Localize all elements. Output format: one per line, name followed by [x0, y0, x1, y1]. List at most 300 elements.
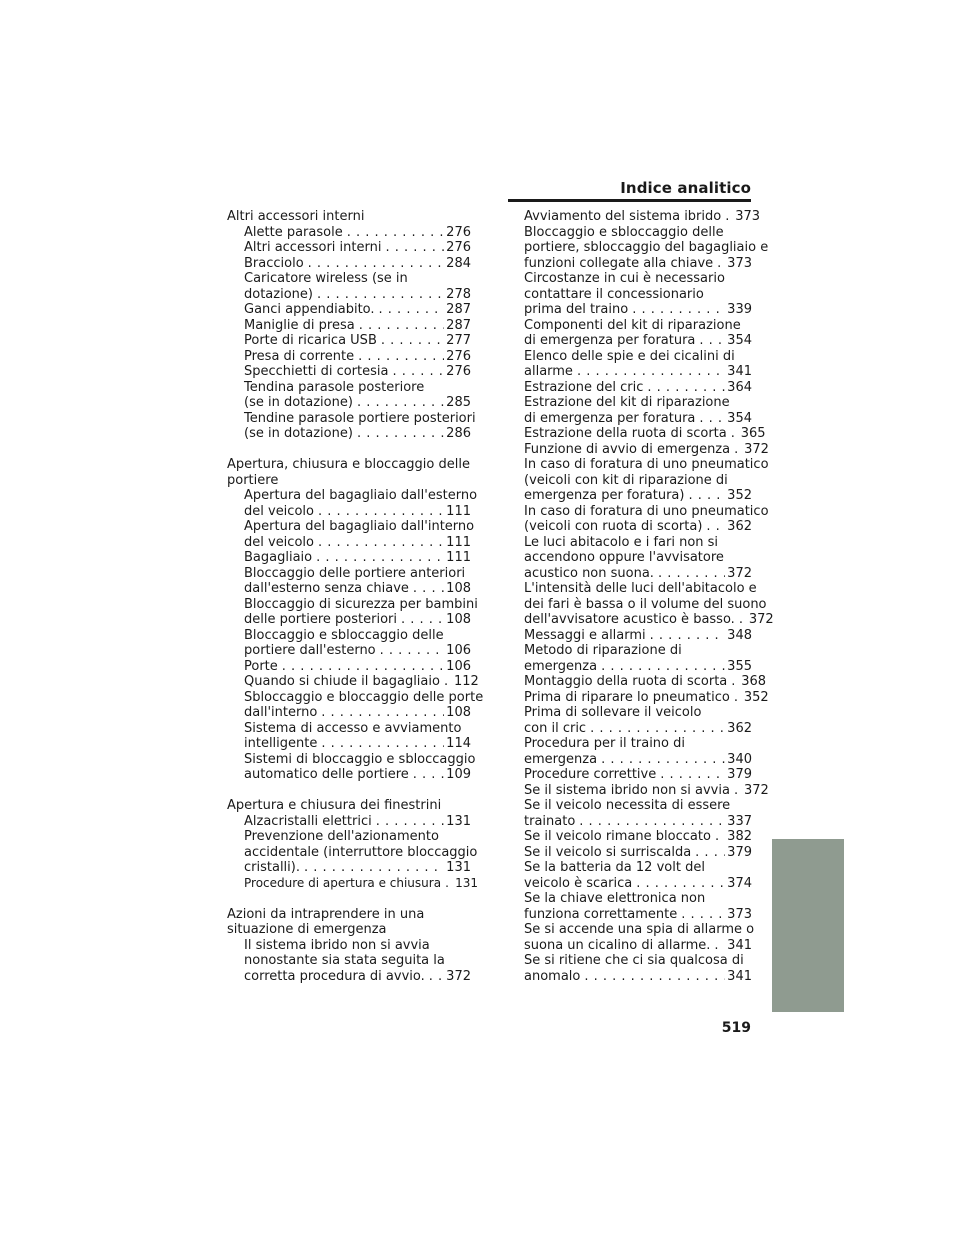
dot-leader — [441, 876, 453, 892]
page-reference[interactable]: 276 — [446, 364, 471, 379]
dot-leader — [727, 674, 739, 690]
entry-last-line — [524, 752, 752, 768]
dot-leader — [597, 752, 725, 768]
dot-leader — [695, 411, 725, 427]
index-subentry — [524, 503, 769, 535]
index-subentry — [244, 814, 471, 830]
page-reference[interactable]: 106 — [446, 658, 471, 674]
dot-leader — [727, 426, 739, 442]
entry-last-line — [244, 643, 471, 659]
page-reference[interactable]: 373 — [735, 209, 761, 224]
entry-text-line: (se in dotazione) — [244, 395, 353, 410]
dot-leader — [597, 659, 725, 675]
entry-last-line — [244, 659, 471, 675]
dot-leader — [304, 256, 445, 272]
dot-leader — [628, 302, 725, 318]
entry-text-line: emergenza — [524, 751, 598, 767]
entry-last-line — [244, 302, 471, 318]
dot-leader — [586, 721, 725, 737]
entry-text-line: Avviamento del sistema ibrido — [524, 209, 722, 224]
entry-last-line — [244, 364, 471, 380]
index-subentry — [524, 628, 752, 644]
index-subentry — [524, 457, 769, 504]
page-reference[interactable]: 373 — [727, 255, 752, 271]
entry-text-line: L'intensità delle luci dell'abitacolo e — [524, 581, 757, 596]
entry-text-line: emergenza per foratura) — [524, 488, 685, 503]
page-reference[interactable]: 362 — [727, 720, 752, 736]
dot-leader — [381, 240, 444, 256]
dot-leader — [376, 643, 445, 659]
entry-text-line: Alzacristalli elettrici — [244, 813, 372, 829]
entry-text-line: Specchietti di cortesia — [244, 364, 389, 379]
entry-last-line — [524, 612, 774, 628]
entry-text-line: dall'esterno senza chiave — [244, 581, 409, 596]
page-reference[interactable]: 339 — [727, 302, 752, 317]
index-subentry — [244, 333, 471, 349]
entry-text-line: nonostante sia stata seguita la — [244, 953, 445, 968]
entry-last-line — [244, 969, 471, 985]
index-subentry — [524, 829, 752, 845]
entry-text-line: accendono oppure l'avvisatore — [524, 550, 724, 565]
page-number: 519 — [721, 1020, 751, 1036]
dot-leader — [377, 333, 444, 349]
dot-leader — [314, 535, 444, 551]
dot-leader — [312, 550, 444, 566]
entry-last-line — [244, 736, 471, 752]
index-subentry — [244, 875, 478, 892]
entry-last-line — [524, 767, 752, 783]
dot-leader — [632, 876, 725, 892]
entry-text-line: Se la chiave elettronica non — [524, 891, 706, 906]
page-reference[interactable]: 111 — [446, 534, 471, 550]
entry-text-line: Elenco delle spie e dei cicalini di — [524, 348, 735, 364]
page-reference[interactable]: 108 — [446, 612, 471, 627]
dot-leader — [643, 380, 725, 396]
entry-text-line: Procedure correttive — [524, 767, 657, 782]
index-subentry — [244, 938, 471, 985]
index-subentry — [244, 628, 471, 659]
entry-last-line — [524, 938, 752, 954]
entry-text-line: portiere dall'esterno — [244, 643, 376, 658]
dot-leader — [691, 845, 725, 861]
index-heading: Altri accessori interni — [227, 209, 365, 224]
entry-text-line: Maniglie di presa — [244, 317, 355, 333]
dot-leader — [575, 814, 725, 830]
dot-leader — [425, 969, 444, 985]
entry-text-line: dall'interno — [244, 705, 318, 720]
index-subentry — [524, 318, 752, 349]
index-subentry — [524, 782, 769, 799]
entry-text-line: Messaggi e allarmi — [524, 627, 646, 643]
page-reference[interactable]: 340 — [727, 751, 752, 767]
entry-last-line — [524, 907, 752, 923]
index-heading: Apertura e chiusura dei finestrini — [227, 798, 442, 813]
dot-leader — [695, 333, 725, 349]
entry-text-line: Bracciolo — [244, 255, 304, 271]
page-reference[interactable]: 131 — [446, 813, 471, 829]
index-subentry — [524, 426, 766, 442]
entry-text-line: Tendina parasole posteriore — [244, 379, 425, 395]
entry-text-line: con il cric — [524, 720, 587, 736]
dot-leader — [409, 767, 444, 783]
entry-last-line — [244, 225, 471, 241]
index-subentries — [227, 224, 476, 442]
index-subentries — [227, 938, 471, 985]
index-subentry — [524, 271, 752, 318]
entry-text-line: Estrazione del kit di riparazione — [524, 395, 730, 410]
entry-text-line: Se si accende una spia di allarme o — [524, 922, 755, 937]
entry-last-line — [244, 814, 471, 830]
entry-text-line: dei fari è bassa o il volume del suono — [524, 596, 767, 612]
section-thumb-tab — [772, 839, 844, 1012]
entry-text-line: delle portiere posteriori — [244, 612, 397, 627]
entry-text-line: Sbloccaggio e bloccaggio delle porte — [244, 689, 484, 705]
index-subentry — [524, 891, 752, 922]
entry-last-line — [524, 674, 767, 690]
page-reference[interactable]: 109 — [446, 767, 471, 782]
entry-last-line — [524, 566, 752, 582]
index-column-right — [524, 209, 774, 984]
dot-leader — [353, 395, 444, 411]
entry-text-line: (veicoli con ruota di scorta) — [524, 519, 703, 534]
entry-last-line — [524, 364, 752, 380]
page-reference[interactable]: 131 — [455, 875, 478, 890]
entry-text-line: Metodo di riparazione di — [524, 643, 682, 658]
entry-text-line: Apertura del bagagliaio dall'esterno — [244, 488, 478, 503]
page-reference[interactable]: 382 — [727, 829, 752, 844]
page-reference[interactable]: 372 — [727, 565, 752, 581]
index-subentry — [244, 271, 471, 302]
page-reference[interactable]: 379 — [727, 844, 752, 860]
entry-text-line: Estrazione della ruota di scorta — [524, 426, 727, 441]
index-subentry — [524, 209, 761, 225]
entry-text-line: contattare il concessionario — [524, 286, 704, 302]
index-subentry — [524, 705, 752, 736]
entry-last-line — [244, 256, 471, 272]
dot-leader — [317, 705, 444, 721]
dot-leader — [684, 488, 725, 504]
index-subentry — [524, 581, 774, 628]
page-reference[interactable]: 112 — [453, 674, 479, 689]
dot-leader — [343, 225, 444, 241]
entry-text-line: Sistemi di bloccaggio e sbloccaggio — [244, 751, 476, 767]
dot-leader — [710, 938, 725, 954]
entry-text-line: anomalo — [524, 968, 581, 984]
entry-last-line — [524, 782, 769, 799]
page-reference[interactable]: 372 — [744, 441, 769, 457]
dot-leader — [372, 814, 444, 830]
entry-last-line — [524, 426, 766, 442]
entry-last-line — [524, 488, 752, 504]
entry-text-line: allarme — [524, 364, 573, 379]
dot-leader — [409, 581, 444, 597]
dot-leader — [654, 566, 725, 582]
entry-last-line — [524, 302, 752, 318]
entry-text-line: Se la batteria da 12 volt del — [524, 860, 705, 875]
page-reference[interactable]: 111 — [446, 550, 471, 565]
index-subentry — [244, 380, 471, 411]
entry-last-line — [524, 689, 769, 706]
dot-leader — [702, 519, 725, 535]
entry-text-line: Se il sistema ibrido non si avvia — [524, 782, 730, 798]
entry-text-line: Porte — [244, 658, 278, 674]
page-reference[interactable]: 352 — [727, 488, 752, 503]
dot-leader — [300, 860, 444, 876]
entry-text-line: accidentale (interruttore bloccaggio — [244, 844, 478, 860]
index-subentry — [244, 364, 471, 380]
page-reference[interactable]: 368 — [741, 674, 767, 689]
entry-text-line: veicolo è scarica — [524, 875, 633, 891]
page-reference[interactable]: 287 — [446, 317, 471, 333]
page-reference[interactable]: 355 — [727, 658, 752, 674]
entry-text-line: corretta procedura di avvio. — [244, 968, 425, 984]
entry-text-line: cristalli). — [244, 860, 300, 875]
entry-text-line: Se il veicolo si surriscalda — [524, 844, 692, 860]
entry-last-line — [244, 612, 471, 628]
index-subentries — [227, 488, 484, 783]
entry-last-line — [244, 504, 471, 520]
page-reference[interactable]: 337 — [727, 813, 752, 829]
entry-text-line: Presa di corrente — [244, 348, 355, 364]
index-subentry — [524, 689, 769, 706]
dot-leader — [711, 829, 725, 845]
entry-last-line — [244, 705, 471, 721]
entry-last-line — [524, 721, 752, 737]
dot-leader — [730, 783, 742, 799]
entry-last-line — [244, 581, 471, 597]
page-reference[interactable]: 364 — [727, 379, 752, 395]
dot-leader — [656, 767, 725, 783]
entry-text-line: Se il veicolo rimane bloccato — [524, 829, 711, 844]
page-reference[interactable]: 362 — [727, 519, 752, 534]
entry-last-line — [244, 674, 479, 690]
page-reference[interactable]: 106 — [446, 643, 471, 658]
page-reference[interactable]: 276 — [446, 224, 471, 240]
page-reference[interactable]: 278 — [446, 286, 471, 302]
page-reference[interactable]: 277 — [446, 333, 471, 348]
page-reference[interactable]: 372 — [446, 968, 471, 984]
entry-text-line: Porte di ricarica USB — [244, 333, 377, 348]
dot-leader — [355, 318, 444, 334]
index-subentry — [524, 860, 752, 891]
entry-text-line: Circostanze in cui è necessario — [524, 271, 725, 286]
entry-last-line — [244, 333, 471, 349]
index-entry — [227, 798, 478, 891]
index-entry — [227, 457, 484, 783]
index-subentry — [244, 689, 484, 721]
page-reference[interactable]: 286 — [446, 426, 471, 441]
dot-leader — [354, 349, 444, 365]
entry-text-line: (veicoli con kit di riparazione di — [524, 472, 728, 488]
page-reference[interactable]: 352 — [743, 689, 769, 705]
entry-text-line: Prevenzione dell'azionamento — [244, 829, 439, 844]
index-subentry — [244, 674, 479, 690]
dot-leader — [735, 612, 747, 628]
page-reference[interactable]: 108 — [446, 705, 471, 720]
entry-text-line: prima del traino — [524, 302, 629, 317]
entry-last-line — [244, 240, 471, 256]
entry-last-line — [244, 875, 478, 892]
index-subentry — [244, 488, 478, 519]
page-reference[interactable]: 372 — [748, 612, 774, 627]
index-subentries — [227, 813, 478, 892]
entry-last-line — [524, 209, 761, 225]
index-subentry — [244, 225, 471, 241]
entry-last-line — [524, 256, 752, 272]
dot-leader — [313, 287, 444, 303]
index-subentry — [244, 550, 471, 566]
entry-last-line — [524, 969, 752, 985]
index-subentry — [244, 596, 478, 628]
page-reference[interactable]: 354 — [727, 333, 752, 348]
page-reference[interactable]: 131 — [446, 860, 471, 875]
entry-text-line: Tendine parasole portiere posteriori — [244, 410, 476, 426]
entry-text-line: del veicolo — [244, 503, 314, 519]
dot-leader — [580, 969, 725, 985]
index-subentry — [524, 380, 752, 396]
dot-leader — [730, 690, 742, 706]
entry-text-line: Se il veicolo necessita di essere — [524, 798, 731, 813]
entry-last-line — [244, 349, 471, 365]
entry-last-line — [524, 845, 752, 861]
dot-leader — [646, 628, 726, 644]
page-reference[interactable]: 354 — [727, 410, 752, 426]
dot-leader — [388, 364, 444, 380]
index-heading: Azioni da intraprendere in una situazione di emergenza — [227, 906, 425, 937]
index-subentry — [244, 659, 471, 675]
index-subentry — [524, 767, 752, 783]
index-subentry — [524, 674, 767, 690]
page-reference[interactable]: 341 — [727, 968, 752, 984]
index-entry — [227, 907, 471, 985]
entry-last-line — [524, 814, 752, 830]
entry-last-line — [524, 659, 752, 675]
entry-text-line: trainato — [524, 813, 576, 829]
page-reference[interactable]: 348 — [727, 627, 752, 643]
entry-text-line: Bloccaggio e sbloccaggio delle — [244, 627, 444, 643]
page-reference[interactable]: 276 — [446, 348, 471, 364]
index-subentry — [524, 643, 752, 674]
entry-last-line — [244, 535, 471, 551]
entry-text-line: Se si ritiene che ci sia qualcosa di — [524, 953, 744, 968]
running-header-title: Indice analitico — [620, 179, 751, 197]
entry-text-line: dell'avvisatore acustico è basso. — [524, 612, 735, 627]
entry-text-line: Ganci appendiabito. — [244, 302, 375, 317]
entry-text-line: Le luci abitacolo e i fari non si — [524, 534, 719, 550]
index-subentry — [524, 224, 769, 272]
header-rule — [508, 199, 751, 202]
entry-last-line — [524, 628, 752, 644]
entry-text-line: Procedura per il traino di — [524, 736, 685, 751]
index-subentry — [524, 535, 752, 582]
dot-leader — [721, 209, 733, 225]
page-reference[interactable]: 284 — [446, 255, 471, 271]
index-subentry — [244, 519, 475, 550]
index-column-left — [227, 209, 484, 984]
dot-leader — [317, 736, 444, 752]
entry-text-line: funziona correttamente — [524, 906, 678, 922]
page-reference[interactable]: 111 — [446, 503, 471, 519]
entry-last-line — [524, 411, 752, 427]
dot-leader — [397, 612, 444, 628]
page-reference[interactable]: 276 — [446, 240, 471, 255]
entry-text-line: funzioni collegate alla chiave — [524, 255, 714, 271]
entry-text-line: Procedure di apertura e chiusura — [244, 875, 442, 890]
index-subentry — [524, 953, 752, 984]
entry-last-line — [244, 860, 471, 876]
entry-text-line: Montaggio della ruota di scorta — [524, 674, 728, 689]
dot-leader — [314, 504, 444, 520]
entry-text-line: suona un cicalino di allarme. — [524, 937, 711, 953]
entry-text-line: Bloccaggio di sicurezza per bambini — [244, 596, 478, 612]
entry-last-line — [244, 287, 471, 303]
index-subentry — [244, 566, 471, 597]
entry-text-line: emergenza — [524, 658, 598, 674]
page-reference[interactable]: 285 — [446, 395, 471, 410]
index-subentry — [524, 736, 752, 767]
entry-text-line: Apertura del bagagliaio dall'interno — [244, 519, 475, 534]
entry-text-line: Quando si chiude il bagagliaio — [244, 674, 440, 689]
dot-leader — [677, 907, 725, 923]
page-reference[interactable]: 108 — [446, 581, 471, 596]
index-subentry — [524, 845, 752, 861]
index-subentry — [244, 410, 476, 442]
dot-leader — [730, 442, 742, 458]
page-reference[interactable]: 374 — [727, 875, 752, 891]
entry-text-line: Alette parasole — [244, 224, 343, 240]
entry-text-line: In caso di foratura di uno pneumatico — [524, 457, 769, 472]
page-reference[interactable]: 373 — [727, 906, 752, 922]
entry-text-line: di emergenza per foratura — [524, 333, 696, 348]
entry-text-line: Prima di riparare lo pneumatico — [524, 689, 730, 705]
page-reference[interactable]: 379 — [727, 767, 752, 782]
entry-text-line: Caricatore wireless (se in — [244, 271, 408, 286]
dot-leader — [440, 674, 452, 690]
entry-text-line: Il sistema ibrido non si avvia — [244, 937, 430, 953]
index-subentry — [244, 751, 476, 783]
page-reference[interactable]: 341 — [727, 937, 752, 953]
entry-text-line: dotazione) — [244, 286, 313, 302]
entry-last-line — [524, 333, 752, 349]
entry-last-line — [244, 767, 471, 783]
page-reference[interactable]: 114 — [446, 736, 471, 751]
entry-last-line — [524, 876, 752, 892]
entry-last-line — [524, 829, 752, 845]
page-reference[interactable]: 287 — [446, 302, 471, 317]
index-subentry — [244, 349, 471, 365]
entry-text-line: del veicolo — [244, 534, 314, 550]
entry-text-line: Estrazione del cric — [524, 379, 644, 395]
index-subentry — [524, 798, 752, 829]
entry-text-line: Funzione di avvio di emergenza — [524, 441, 731, 457]
index-subentry — [244, 829, 478, 876]
index-subentry — [244, 240, 471, 256]
index-subentry — [524, 922, 755, 953]
entry-text-line: portiere, sbloccaggio del bagagliaio e — [524, 240, 769, 255]
index-subentry — [244, 256, 471, 272]
dot-leader — [278, 659, 444, 675]
entry-text-line: di emergenza per foratura — [524, 410, 696, 426]
page-reference[interactable]: 365 — [740, 426, 766, 441]
entry-text-line: acustico non suona. — [524, 565, 654, 581]
dot-leader — [573, 364, 725, 380]
entry-text-line: Bloccaggio e sbloccaggio delle — [524, 224, 724, 240]
page-reference[interactable]: 341 — [727, 364, 752, 379]
entry-text-line: (se in dotazione) — [244, 426, 353, 441]
index-subentry — [244, 302, 471, 318]
page-reference[interactable]: 372 — [743, 782, 769, 798]
entry-last-line — [244, 318, 471, 334]
